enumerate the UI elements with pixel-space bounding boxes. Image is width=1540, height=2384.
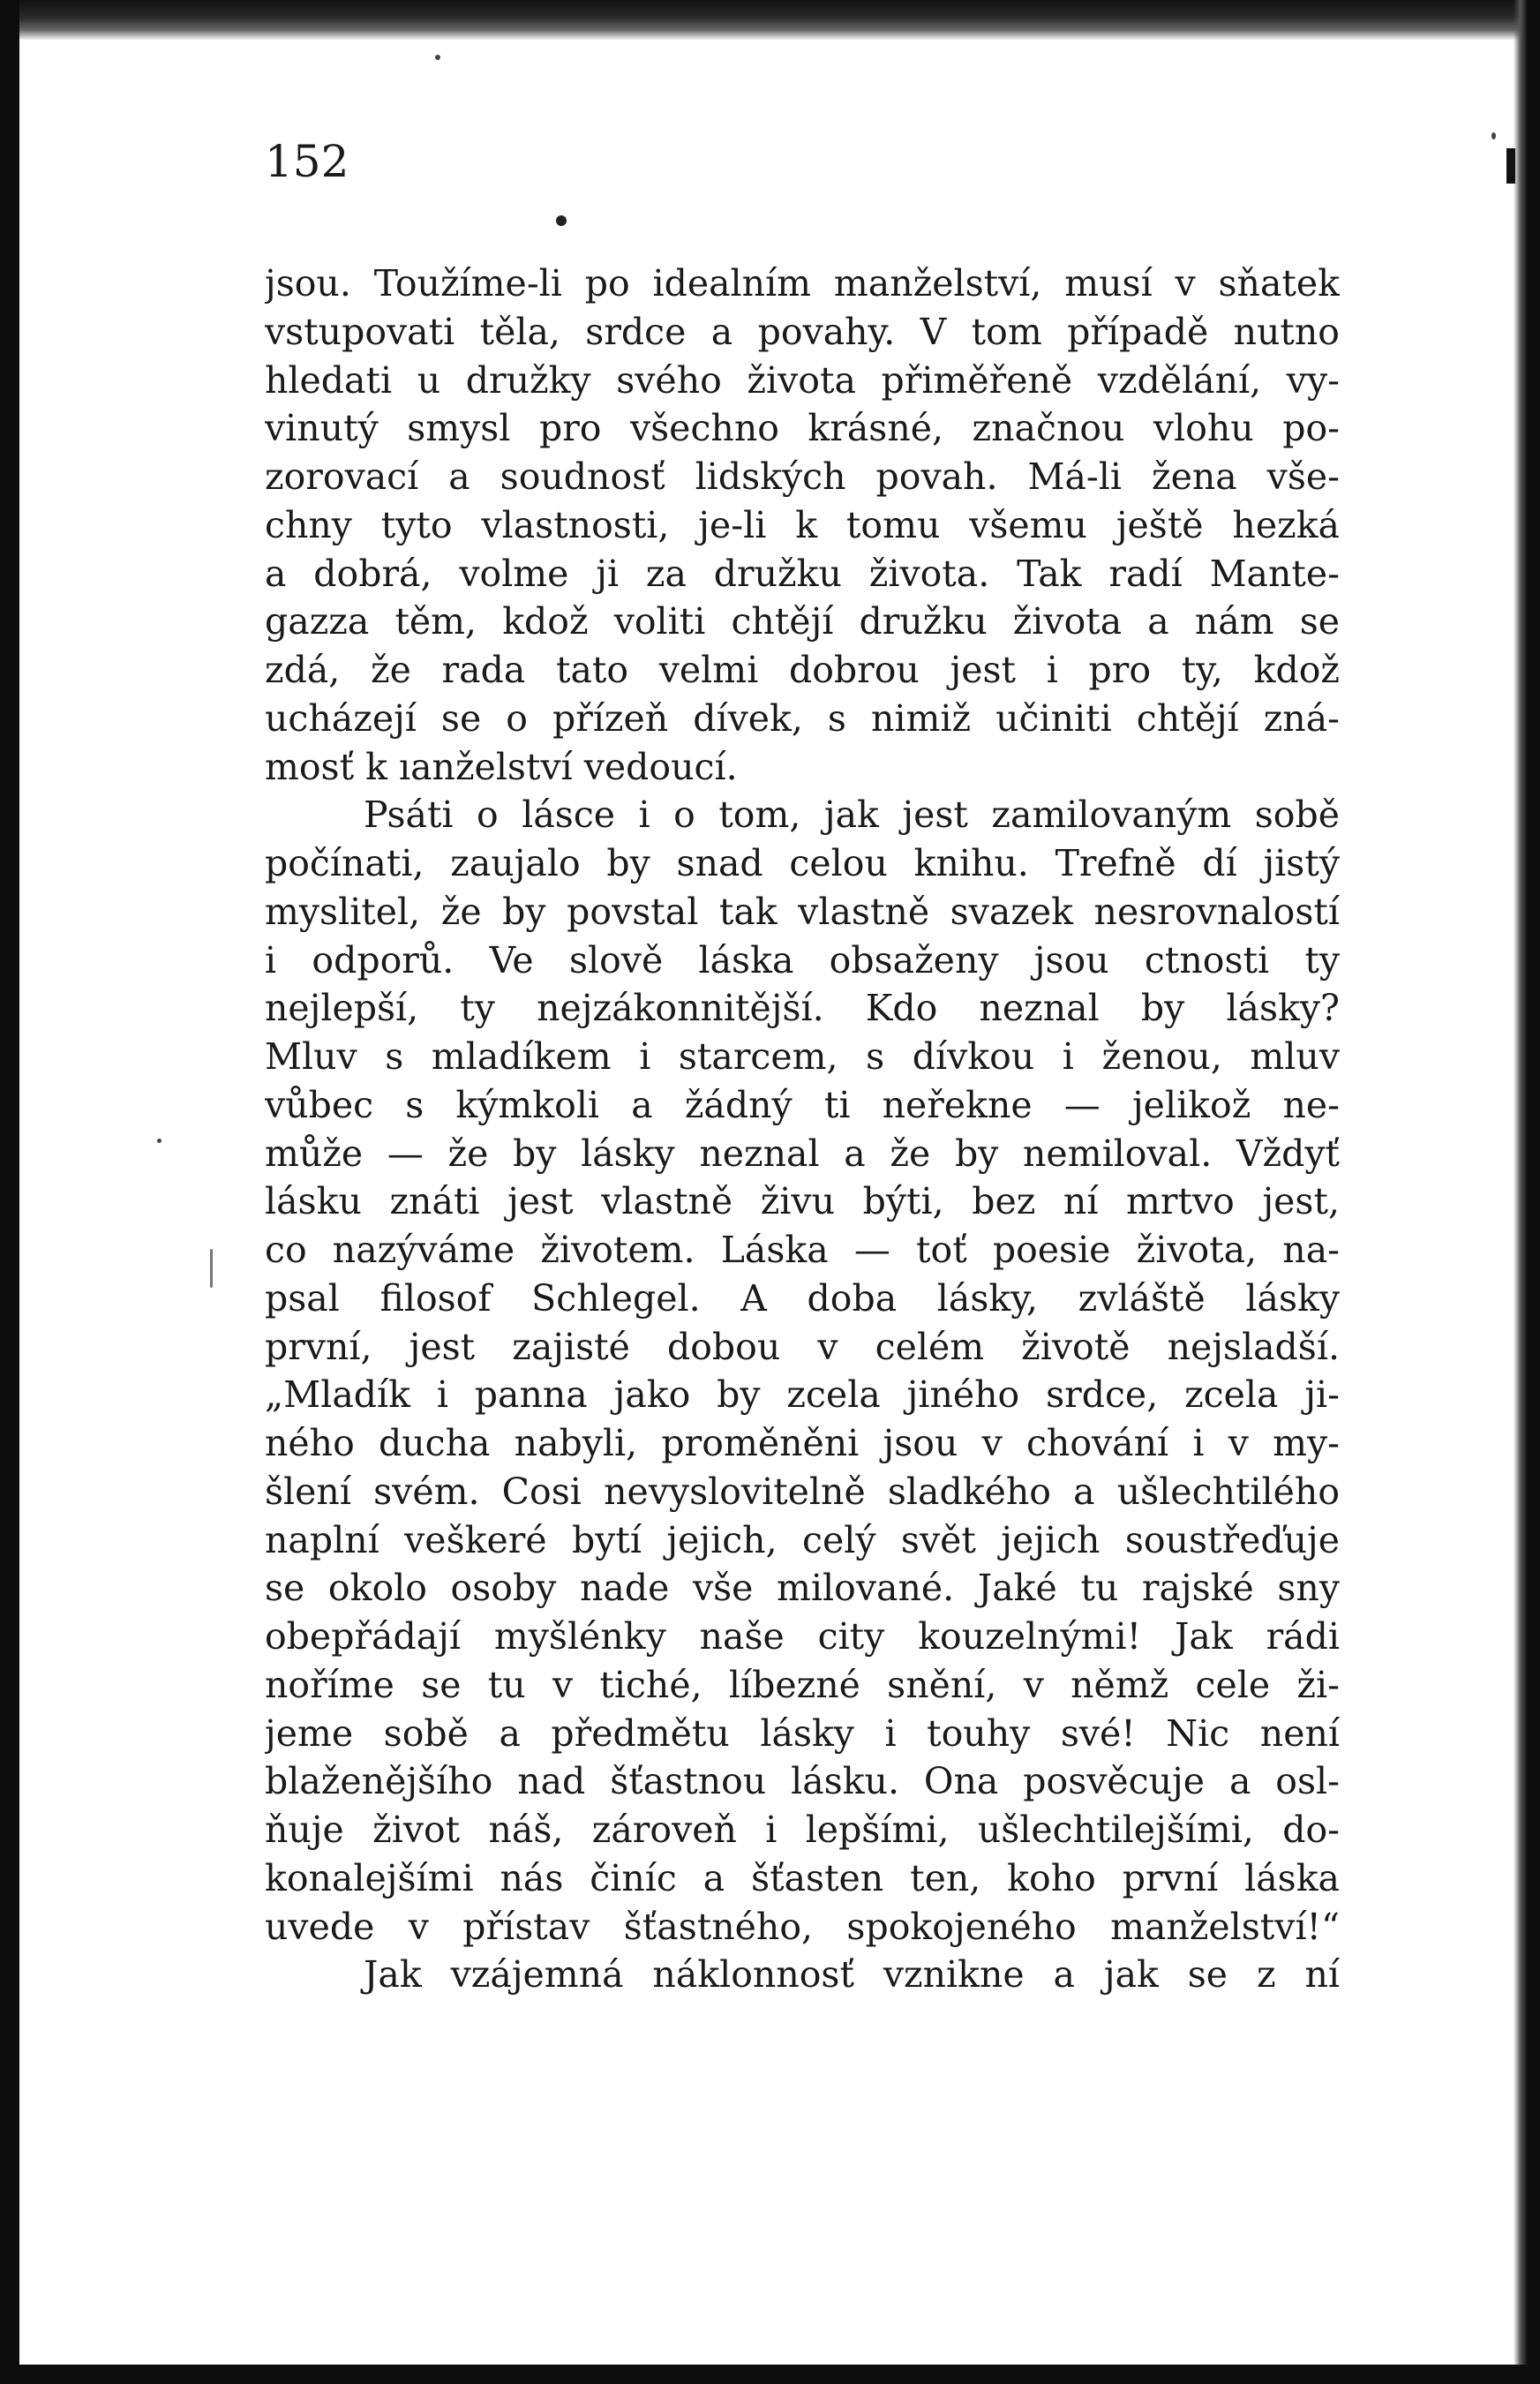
text-line: uvede v přístav šťastného, spokojeného manželství!“ bbox=[265, 1905, 1340, 1948]
page-number: 152 bbox=[265, 136, 349, 187]
text-line: Psáti o lásce i o tom, jak jest zamilovaným sobě bbox=[364, 793, 1340, 837]
text-line: Mluv s mladíkem i starcem, s dívkou i ženou, mluv bbox=[265, 1035, 1340, 1078]
scan-border-bottom bbox=[0, 2365, 1540, 2384]
text-line: jeme sobě a předmětu lásky i touhy své! Nic není bbox=[265, 1711, 1340, 1755]
text-line: nejlepší, ty nejzákonnitější. Kdo neznal by lásky? bbox=[265, 987, 1340, 1030]
text-line: i odporů. Ve slově láska obsaženy jsou ctnosti ty bbox=[265, 938, 1340, 981]
text-line: psal filosof Schlegel. A doba lásky, zvláště lásky bbox=[265, 1276, 1340, 1320]
text-line: co nazýváme životem. Láska — toť poesie života, na- bbox=[265, 1229, 1340, 1271]
text-line: počínati, zaujalo by snad celou knihu. Trefně dí jistý bbox=[265, 842, 1340, 884]
text-line: hledati u družky svého života přiměřeně vzdělání, vy- bbox=[265, 358, 1340, 402]
scan-speck bbox=[1491, 132, 1496, 139]
text-line: první, jest zajisté dobou v celém životě nejsladší. bbox=[265, 1325, 1340, 1368]
scan-speck bbox=[210, 1249, 213, 1288]
text-line: zdá, že rada tato velmi dobrou jest i pro ty, kdož bbox=[265, 649, 1340, 691]
scan-speck bbox=[157, 1139, 162, 1143]
body-text bbox=[265, 259, 1340, 1999]
text-line: může — že by lásky neznal a že by nemiloval. Vždyť bbox=[265, 1132, 1340, 1175]
text-line: šlení svém. Cosi nevyslovitelně sladkého a ušlechtilého bbox=[265, 1470, 1340, 1513]
text-line: gazza těm, kdož voliti chtějí družku života a nám se bbox=[265, 600, 1340, 643]
text-line: vstupovati těla, srdce a povahy. V tom případě nutno bbox=[265, 310, 1340, 353]
scan-edge-mark bbox=[1506, 148, 1515, 184]
text-line: noříme se tu v tiché, líbezné snění, v němž cele ži- bbox=[265, 1663, 1340, 1706]
text-line: myslitel, že by povstal tak vlastně svazek nesrovnalostí bbox=[265, 890, 1340, 933]
text-line: jsou. Toužíme-li po idealním manželství, musí v sňatek bbox=[265, 262, 1340, 305]
text-line: blaženějšího nad šťastnou lásku. Ona posvěcuje a osl- bbox=[265, 1760, 1340, 1803]
text-line: konalejšími nás činíc a šťasten ten, koho první láska bbox=[265, 1856, 1340, 1899]
text-line: obepřádají myšlénky naše city kouzelnými! Jak rádi bbox=[265, 1615, 1340, 1658]
scan-border-top bbox=[0, 0, 1540, 41]
text-line: vinutý smysl pro všechno krásné, značnou vlohu po- bbox=[265, 407, 1340, 450]
text-line: „Mladík i panna jako by zcela jiného srdce, zcela ji- bbox=[265, 1373, 1340, 1417]
text-line: a dobrá, volme ji za družku života. Tak radí Mante- bbox=[265, 552, 1340, 595]
text-line: vůbec s kýmkoli a žádný ti neřekne — jelikož ne- bbox=[265, 1083, 1340, 1126]
text-line: ucházejí se o přízeň dívek, s nimiž učiniti chtějí zná- bbox=[265, 696, 1340, 740]
ink-dot bbox=[556, 215, 567, 226]
scan-border-right bbox=[1514, 0, 1540, 2384]
text-line: Jak vzájemná náklonnosť vznikne a jak se z ní bbox=[364, 1953, 1340, 1997]
text-line: se okolo osoby nade vše milované. Jaké tu rajské sny bbox=[265, 1567, 1340, 1610]
text-line: chny tyto vlastnosti, je-li k tomu všemu ještě hezká bbox=[265, 503, 1340, 546]
text-line: zorovací a soudnosť lidských povah. Má-li žena vše- bbox=[265, 455, 1340, 498]
text-line: ného ducha nabyli, proměněni jsou v chování i v my- bbox=[265, 1422, 1340, 1464]
text-line: lásku znáti jest vlastně živu býti, bez ní mrtvo jest, bbox=[265, 1180, 1340, 1223]
text-line: ňuje život náš, zároveň i lepšími, ušlechtilejšími, do- bbox=[265, 1809, 1340, 1851]
text-line: mosť k ıanželství vedoucí. bbox=[265, 745, 738, 788]
text-line: naplní veškeré bytí jejich, celý svět jejich soustřeďuje bbox=[265, 1518, 1340, 1561]
scan-speck bbox=[435, 55, 440, 60]
scan-border-left bbox=[0, 0, 19, 2384]
